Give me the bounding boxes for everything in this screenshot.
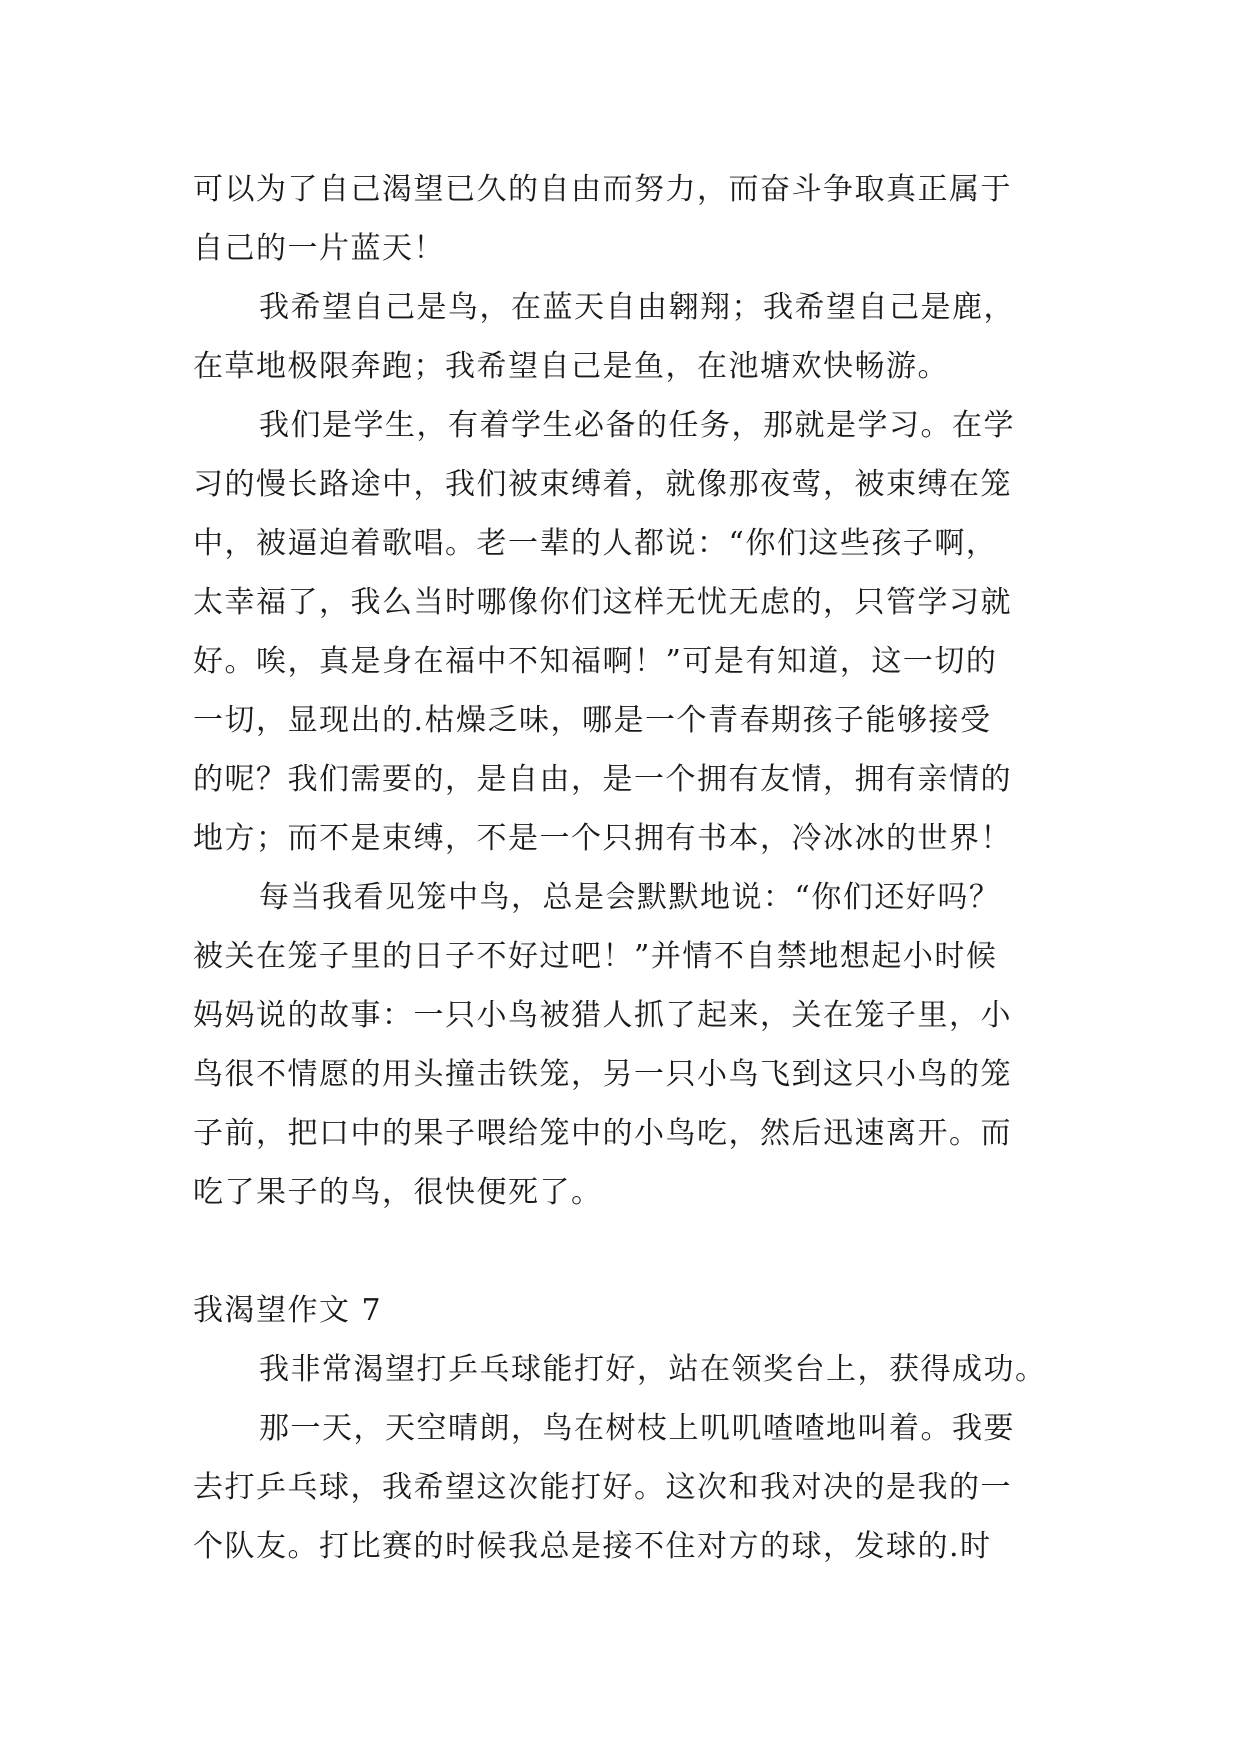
paragraph: [193, 396, 1073, 868]
text-line: 好。唉，真是身在福中不知福啊！”可是有知道，这一切的: [193, 644, 998, 679]
text-line: 自己的一片蓝天！: [193, 231, 445, 266]
text-line: 个队友。打比赛的时候我总是接不住对方的球，发球的.时: [193, 1529, 992, 1564]
text-line: 妈妈说的故事：一只小鸟被猎人抓了起来，关在笼子里，小: [193, 998, 1012, 1033]
paragraph: [193, 160, 1073, 278]
paragraph: [193, 868, 1073, 1222]
text-line: 鸟很不情愿的用头撞击铁笼，另一只小鸟飞到这只小鸟的笼: [193, 1057, 1012, 1092]
text-line: 的呢？我们需要的，是自由，是一个拥有友情，拥有亲情的: [193, 762, 1012, 797]
paragraph: [193, 278, 1073, 396]
text-line: 我非常渴望打乒乓球能打好，站在领奖台上，获得成功。: [259, 1352, 1047, 1387]
paragraph: [193, 1340, 1073, 1399]
text-line: 我希望自己是鸟，在蓝天自由翱翔；我希望自己是鹿，: [259, 290, 1015, 325]
text-line: 被关在笼子里的日子不好过吧！”并情不自禁地想起小时候: [193, 939, 998, 974]
text-line: 吃了果子的鸟，很快便死了。: [193, 1175, 603, 1210]
text-line: 那一天，天空晴朗，鸟在树枝上叽叽喳喳地叫着。我要: [259, 1411, 1015, 1446]
text-line: 一切，显现出的.枯燥乏味，哪是一个青春期孩子能够接受: [193, 703, 992, 738]
text-line: 每当我看见笼中鸟，总是会默默地说：“你们还好吗？: [259, 880, 1001, 915]
text-line: 中，被逼迫着歌唱。老一辈的人都说：“你们这些孩子啊，: [193, 526, 998, 561]
text-line: 习的慢长路途中，我们被束缚着，就像那夜莺，被束缚在笼: [193, 467, 1012, 502]
text-line: 可以为了自己渴望已久的自由而努力，而奋斗争取真正属于: [193, 172, 1012, 207]
paragraph: [193, 1399, 1073, 1576]
text-line: 我们是学生，有着学生必备的任务，那就是学习。在学: [259, 408, 1015, 443]
document-body: [193, 160, 1073, 1576]
text-line: 去打乒乓球，我希望这次能打好。这次和我对决的是我的一: [193, 1470, 1012, 1505]
text-line: 地方；而不是束缚，不是一个只拥有书本，冷冰冰的世界！: [193, 821, 1012, 856]
text-line: 子前，把口中的果子喂给笼中的小鸟吃，然后迅速离开。而: [193, 1116, 1012, 1151]
section-spacer: [193, 1222, 1073, 1281]
text-line: 在草地极限奔跑；我希望自己是鱼，在池塘欢快畅游。: [193, 349, 949, 384]
section-heading: 我渴望作文 7: [193, 1293, 383, 1328]
text-line: 太幸福了，我么当时哪像你们这样无忧无虑的，只管学习就: [193, 585, 1012, 620]
